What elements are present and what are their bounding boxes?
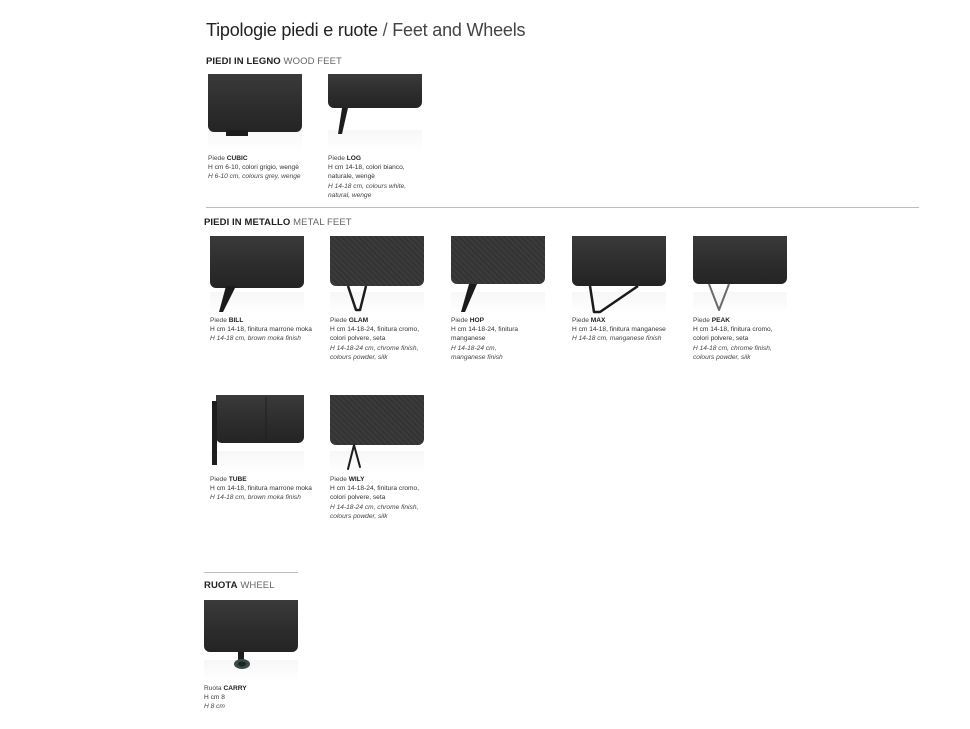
- peak-foot-icon: [693, 236, 787, 314]
- bill-foot-icon: [210, 236, 304, 314]
- foot-photo-cubic: [208, 74, 302, 152]
- foot-photo-glam: [330, 236, 424, 314]
- page-title-english: Feet and Wheels: [392, 20, 526, 40]
- wily-foot-icon: [330, 395, 424, 473]
- foot-caption-wily: Piede WILY H cm 14-18-24, finitura cromo, colori polvere, seta H 14-18-24 cm, chrome finish, colours powder, silk: [330, 476, 420, 520]
- carry-wheel-icon: [204, 600, 298, 682]
- log-foot-icon: [328, 74, 422, 152]
- max-foot-icon: [572, 236, 666, 314]
- foot-caption-hop: Piede HOP H cm 14-18-24, finitura manganese H 14-18-24 cm, manganese finish: [451, 317, 519, 361]
- section-heading-english: WOOD FEET: [280, 56, 342, 67]
- page-title: [206, 20, 525, 41]
- page-title-italian: Tipologie piedi e ruote: [206, 20, 378, 40]
- foot-caption-peak: Piede PEAK H cm 14-18, finitura cromo, colori polvere, seta H 14-18 cm, chrome finish, colours powder, silk: [693, 317, 773, 361]
- foot-photo-wily: [330, 395, 424, 473]
- cubic-foot-icon: [208, 74, 302, 152]
- foot-item-tube: [210, 395, 328, 503]
- wheel-photo-carry: [204, 600, 298, 682]
- foot-item-cubic: [208, 74, 326, 182]
- foot-item-max: [572, 236, 690, 344]
- page-title-separator: /: [377, 20, 393, 40]
- wheel-item-carry: [204, 600, 322, 712]
- foot-caption-bill: Piede BILL H cm 14-18, finitura marrone moka H 14-18 cm, brown moka finish: [210, 317, 312, 343]
- foot-item-wily: [330, 395, 448, 521]
- foot-photo-hop: [451, 236, 545, 314]
- foot-caption-max: Piede MAX H cm 14-18, finitura manganese H 14-18 cm, manganese finish: [572, 317, 666, 343]
- wheel-caption-carry: Ruota CARRY H cm 8 H 8 cm: [204, 685, 247, 711]
- section-divider: [206, 207, 919, 208]
- foot-item-hop: [451, 236, 569, 362]
- section-heading-italian: PIEDI IN LEGNO: [206, 56, 281, 67]
- section-heading-italian: RUOTA: [204, 580, 238, 591]
- foot-item-bill: [210, 236, 328, 344]
- foot-caption-tube: Piede TUBE H cm 14-18, finitura marrone moka H 14-18 cm, brown moka finish: [210, 476, 312, 502]
- section-heading-english: METAL FEET: [290, 217, 352, 228]
- foot-photo-max: [572, 236, 666, 314]
- section-divider-short: [204, 572, 298, 573]
- glam-foot-icon: [330, 236, 424, 314]
- foot-photo-tube: [210, 395, 304, 473]
- foot-photo-bill: [210, 236, 304, 314]
- hop-foot-icon: [451, 236, 545, 314]
- section-heading-english: WHEEL: [237, 580, 275, 591]
- foot-photo-log: [328, 74, 422, 152]
- foot-item-log: [328, 74, 446, 200]
- foot-caption-cubic: Piede CUBIC H cm 6-10, colori grigio, wengè H 6-10 cm, colours grey, wenge: [208, 155, 301, 181]
- section-heading-wheel: [204, 580, 275, 591]
- section-heading-wood-feet: [206, 56, 342, 67]
- foot-item-peak: [693, 236, 811, 362]
- section-heading-metal-feet: [204, 217, 352, 228]
- foot-photo-peak: [693, 236, 787, 314]
- tube-foot-icon: [210, 395, 304, 473]
- foot-item-glam: [330, 236, 448, 362]
- section-heading-italian: PIEDI IN METALLO: [204, 217, 291, 228]
- foot-caption-log: Piede LOG H cm 14-18, colori bianco, naturale, wengè H 14-18 cm, colours white, natural, wenge: [328, 155, 407, 199]
- foot-caption-glam: Piede GLAM H cm 14-18-24, finitura cromo, colori polvere, seta H 14-18-24 cm, chrome finish, colours powder, silk: [330, 317, 420, 361]
